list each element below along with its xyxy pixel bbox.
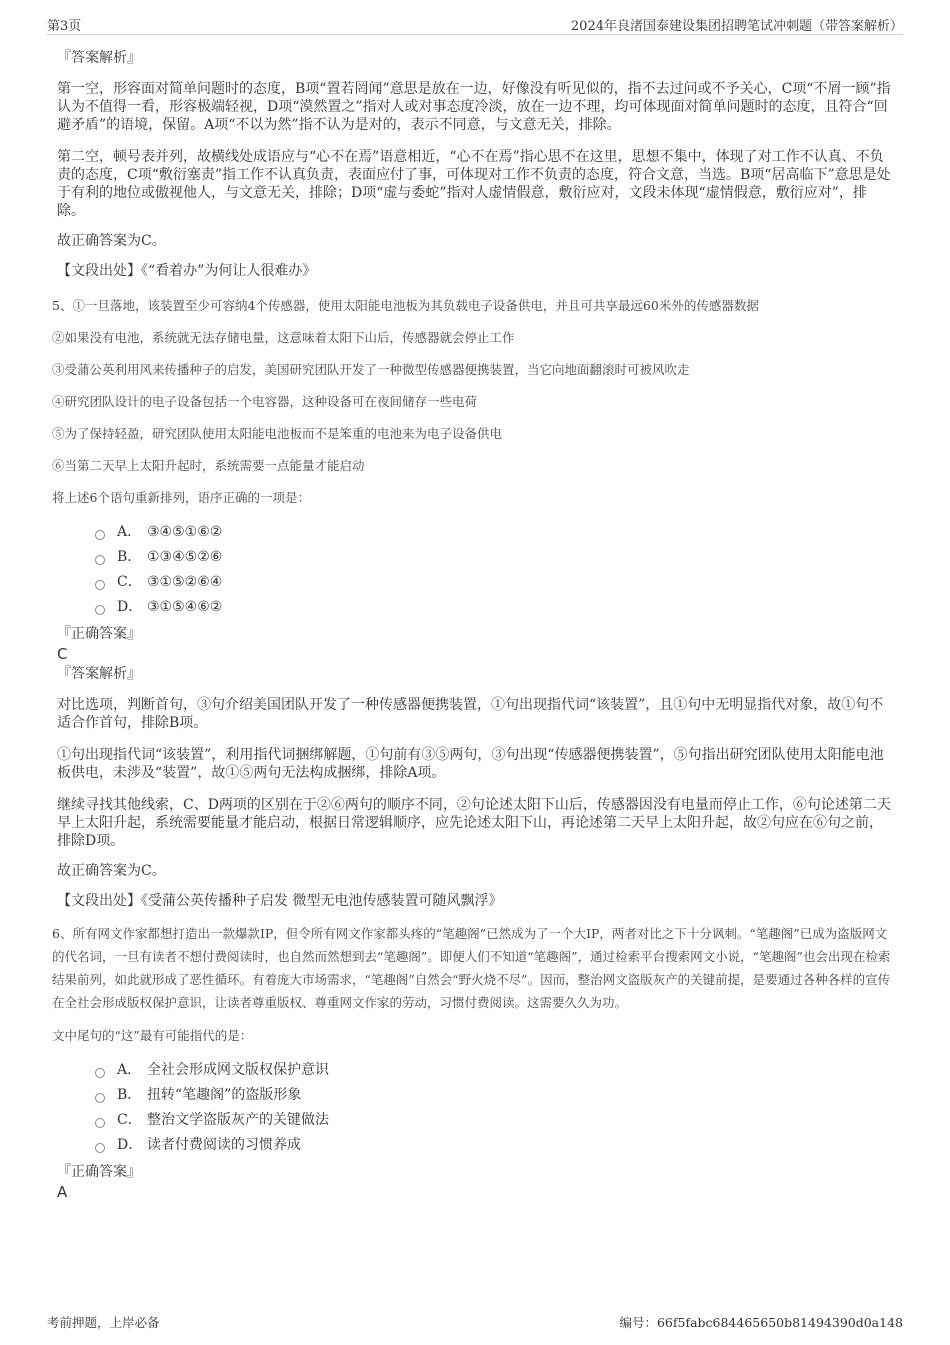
option-b[interactable]: B． ①③④⑤②⑥ bbox=[95, 545, 892, 570]
analysis-paragraph: 继续寻找其他线索，C、D两项的区别在于②⑥两句的顺序不同，②句论述太阳下山后，传感器因没有电量而停止工作，⑥句论述第二天早上太阳升起，系统需要能量才能启动，根据日常逻辑顺序，应先论述太阳下山，再论述第二天早上太阳升起，故②句应在⑥句之前，排除D项。 bbox=[57, 797, 891, 849]
radio-icon[interactable] bbox=[95, 1068, 105, 1078]
footer-slogan: 考前押题，上岸必备 bbox=[47, 1315, 160, 1330]
sentence-1: 5、①一旦落地，该装置至少可容纳4个传感器，使用太阳能电池板为其负载电子设备供电，并且可共享最远60米外的传感器数据 bbox=[52, 298, 759, 313]
question-stem: 6、所有网文作家都想打造出一款爆款IP，但令所有网文作家都头疼的“笔趣阁”已然成为了一个大IP，两者对比之下十分讽刺。“笔趣阁”已成为盗版网文的代名词，一旦有读者不想付费阅读时，也自然而然想到去“笔趣阁”。即便人们不知道“笔趣阁”，通过检索平台搜索网文小说，“笔趣阁”也会出现在检索结果前列，如此就形成了恶性循环。有着庞大市场需求，“笔趣阁”自然会“野火烧不尽”。因而，整治网文盗版灰产的关键前提，是要通过各种各样的宣传在全社会形成版权保护意识，让读者尊重版权、尊重网文作家的劳动，习惯付费阅读。这需要久久为功。 bbox=[52, 926, 891, 1010]
question-prompt: 将上述6个语句重新排列，语序正确的一项是： bbox=[52, 490, 310, 505]
sentence-2: ②如果没有电池，系统就无法存储电量，这意味着太阳下山后，传感器就会停止工作 bbox=[52, 330, 515, 345]
sentence-3: ③受蒲公英利用风来传播种子的启发，美国研究团队开发了一种微型传感器便携装置，当它向地面翻滚时可被风吹走 bbox=[52, 362, 690, 377]
analysis-label: 『答案解析』 bbox=[57, 666, 141, 682]
radio-icon[interactable] bbox=[95, 605, 105, 615]
document-id: 编号：66f5fabc684465650b81494390d0a148 bbox=[619, 1315, 903, 1330]
radio-icon[interactable] bbox=[95, 530, 105, 540]
option-b[interactable]: B． 扭转“笔趣阁”的盗版形象 bbox=[95, 1083, 892, 1108]
analysis-paragraph: 第一空，形容面对简单问题时的态度，B项“置若罔闻”意思是放在一边，好像没有听见似的，指不去过问或不予关心，C项“不屑一顾”指认为不值得一看，形容极端轻视，D项“漠然置之”指对人或对事态度冷淡，放在一边不理，均可体现面对简单问题时的态度，且符合“回避矛盾”的语境，保留。A项“不以为然”指不认为是对的，表示不同意，与文意无关，排除。 bbox=[57, 81, 891, 133]
analysis-paragraph: ①句出现指代词“该装置”，利用指代词捆绑解题，①句前有③⑤两句，③句出现“传感器便携装置”，⑤句指出研究团队使用太阳能电池板供电，未涉及“装置”，故①⑤两句无法构成捆绑，排除A项。 bbox=[57, 747, 884, 781]
options-list bbox=[95, 1058, 892, 1158]
analysis-label: 『答案解析』 bbox=[57, 50, 141, 66]
radio-icon[interactable] bbox=[95, 1143, 105, 1153]
radio-icon[interactable] bbox=[95, 580, 105, 590]
sentence-5: ⑤为了保持轻盈，研究团队使用太阳能电池板而不是笨重的电池来为电子设备供电 bbox=[52, 426, 503, 441]
question-6 bbox=[52, 922, 892, 1048]
correct-answer: A bbox=[57, 1183, 68, 1201]
question-prompt: 文中尾句的“这”最有可能指代的是： bbox=[52, 1028, 253, 1043]
option-a[interactable]: A． ③④⑤①⑥② bbox=[95, 520, 892, 545]
correct-answer: C bbox=[57, 645, 68, 663]
analysis-conclusion: 故正确答案为C。 bbox=[57, 863, 166, 879]
analysis-conclusion: 故正确答案为C。 bbox=[57, 233, 166, 249]
page-footer bbox=[47, 1313, 903, 1335]
option-c[interactable]: C． 整治文学盗版灰产的关键做法 bbox=[95, 1108, 892, 1133]
source-citation: 【文段出处】《受蒲公英传播种子启发 微型无电池传感装置可随风飘浮》 bbox=[57, 893, 503, 909]
main-content bbox=[52, 48, 892, 1202]
option-d[interactable]: D． 读者付费阅读的习惯养成 bbox=[95, 1133, 892, 1158]
option-d[interactable]: D． ③①⑤④⑥② bbox=[95, 595, 892, 620]
sentence-4: ④研究团队设计的电子设备包括一个电容器，这种设备可在夜间储存一些电荷 bbox=[52, 394, 478, 409]
radio-icon[interactable] bbox=[95, 555, 105, 565]
options-list bbox=[95, 520, 892, 620]
sentence-6: ⑥当第二天早上太阳升起时，系统需要一点能量才能启动 bbox=[52, 458, 365, 473]
radio-icon[interactable] bbox=[95, 1093, 105, 1103]
page-number: 第3页 bbox=[47, 19, 82, 34]
radio-icon[interactable] bbox=[95, 1118, 105, 1128]
correct-answer-label: 『正确答案』 bbox=[57, 626, 141, 642]
document-title: 2024年良渚国泰建设集团招聘笔试冲刺题（带答案解析） bbox=[570, 19, 903, 34]
correct-answer-label: 『正确答案』 bbox=[57, 1164, 141, 1180]
option-c[interactable]: C． ③①⑤②⑥④ bbox=[95, 570, 892, 595]
analysis-paragraph: 对比选项，判断首句，③句介绍美国团队开发了一种传感器便携装置，①句出现指代词“该装置”，且①句中无明显指代对象，故①句不适合作首句，排除B项。 bbox=[57, 697, 884, 731]
question-5 bbox=[52, 294, 892, 510]
option-a[interactable]: A． 全社会形成网文版权保护意识 bbox=[95, 1058, 892, 1083]
page-header bbox=[47, 12, 903, 35]
source-citation: 【文段出处】《“看着办”为何让人很难办》 bbox=[57, 263, 317, 279]
analysis-paragraph: 第二空，顿号表并列，故横线处成语应与“心不在焉”语意相近，“心不在焉”指心思不在这里，思想不集中，体现了对工作不认真、不负责的态度，C项“敷衍塞责”指工作不认真负责，表面应付了事，可体现对工作不负责的态度，符合文意，当选。B项“居高临下”意思是处于有利的地位或傲视他人，与文意无关，排除；D项“虚与委蛇”指对人虚情假意，敷衍应对，文段未体现“虚情假意，敷衍应对”，排除。 bbox=[57, 149, 891, 219]
